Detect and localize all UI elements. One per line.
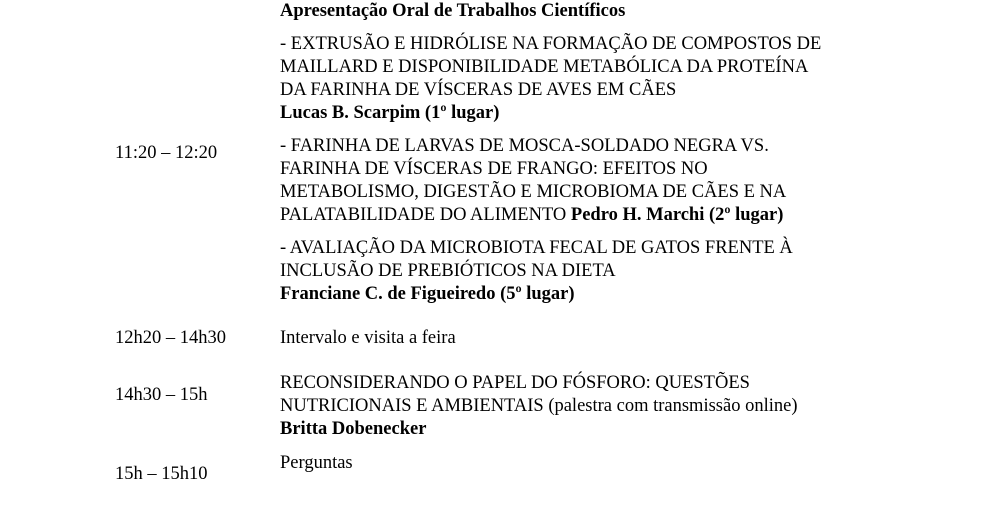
lecture-title-line: RECONSIDERANDO O PAPEL DO FÓSFORO: QUESTÕES (280, 373, 750, 393)
talk-1 (280, 33, 821, 125)
time-slot-3: 14h30 – 15h (115, 385, 208, 405)
time-slot-2: 12h20 – 14h30 (115, 328, 226, 348)
talk-3-title-line: INCLUSÃO DE PREBIÓTICOS NA DIETA (280, 261, 616, 281)
lecture-title-line: NUTRICIONAIS E AMBIENTAIS (280, 396, 544, 416)
lecture (280, 372, 797, 441)
lecture-note: (palestra com transmissão online) (548, 396, 798, 416)
talk-3 (280, 237, 793, 306)
talk-1-presenter: Lucas B. Scarpim (1º lugar) (280, 103, 500, 123)
break-text: Intervalo e visita a feira (280, 328, 456, 348)
talk-2-title-line: PALATABILIDADE DO ALIMENTO (280, 205, 567, 225)
time-slot-1: 11:20 – 12:20 (115, 143, 218, 163)
talk-3-title-line: - AVALIAÇÃO DA MICROBIOTA FECAL DE GATOS FRENTE À (280, 238, 793, 258)
talk-2-title-line: - FARINHA DE LARVAS DE MOSCA-SOLDADO NEGRA VS. (280, 136, 769, 156)
talk-2 (280, 135, 786, 227)
talk-2-title-line: FARINHA DE VÍSCERAS DE FRANGO: EFEITOS NO (280, 159, 708, 179)
talk-3-presenter: Franciane C. de Figueiredo (5º lugar) (280, 284, 575, 304)
talk-2-title-last-line (280, 204, 786, 227)
lecture-presenter: Britta Dobenecker (280, 419, 427, 439)
time-slot-4: 15h – 15h10 (115, 464, 208, 484)
lecture-title-last-line (280, 395, 797, 418)
talk-2-presenter: Pedro H. Marchi (2º lugar) (570, 205, 784, 225)
talk-1-title-line: DA FARINHA DE VÍSCERAS DE AVES EM CÃES (280, 80, 677, 100)
questions-text: Perguntas (280, 453, 353, 473)
talk-1-title-line: MAILLARD E DISPONIBILIDADE METABÓLICA DA PROTEÍNA (280, 57, 809, 77)
section-heading: Apresentação Oral de Trabalhos Científicos (280, 1, 626, 21)
talk-1-title-line: - EXTRUSÃO E HIDRÓLISE NA FORMAÇÃO DE COMPOSTOS DE (280, 34, 822, 54)
talk-2-title-line: METABOLISMO, DIGESTÃO E MICROBIOMA DE CÃES E NA (280, 182, 787, 202)
